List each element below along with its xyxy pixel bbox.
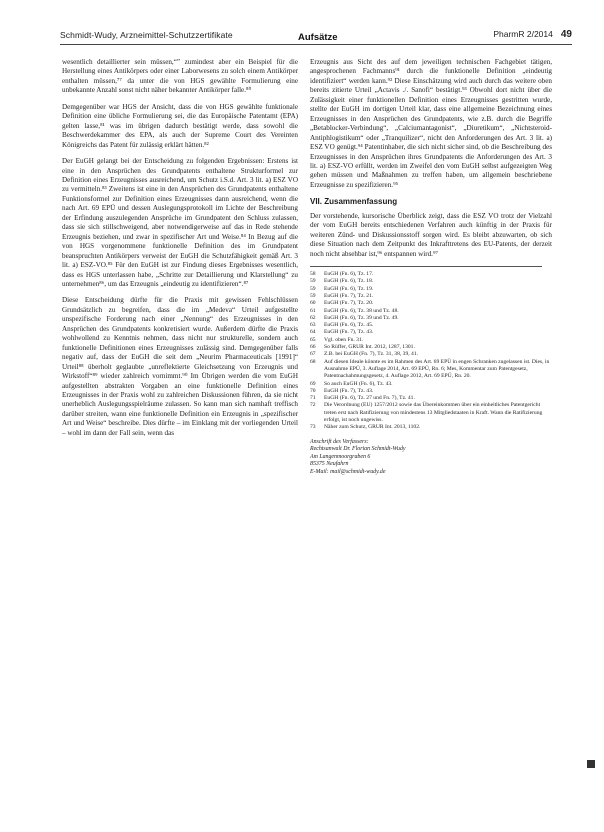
footnote xyxy=(310,329,552,336)
footnote xyxy=(310,286,552,293)
footnote-text: EuGH (Fn. 7), Tz. 21. xyxy=(324,292,374,299)
footnote-text: EuGH (Fn. 6), Tz. 27 und Fn. 7), Tz. 41. xyxy=(324,395,415,402)
footnote-number: 62 xyxy=(310,314,316,321)
journal-mark-icon xyxy=(587,760,595,768)
address-label: Anschrift des Verfassers: xyxy=(310,438,369,445)
footnote xyxy=(310,402,552,424)
footnote-number: 70 xyxy=(310,387,316,394)
paragraph: Der EuGH gelangt bei der Entscheidung zu folgenden Ergebnissen: Erstens ist eine in den Ansprüchen des Grundpatents enthaltene Strukturformel zur Definition eines Erzeugnisses ausreichend, um Schutz i.S.d. Art. 3 lit. a) ESZ VO zu vermitteln.⁸³ Zweitens ist eine in den Ansprüchen des Grundpatents enthaltene Funktionsformel zur Definition eines Erzeugnisses dann ausreichend, wenn die nach Art. 69 EPÜ und dessen Auslegungsprotokoll im Lichte der Beschreibung der Erfindung auszulegenden Ansprüche im Grundpatent den Schluss zulassen, dass sie sich stillschweigend, aber notwendigerweise auf das in Rede stehende Erzeugnis beziehen, und zwar in spezifischer Art und Weise.⁸⁴ In Bezug auf die von HGS vorgenommene funktionelle Definition des im Grundpatent beanspruchten Antikörpers verweist der EuGH die Schutzfähigkeit gemäß Art. 3 lit. a) ESZ-VO.⁸⁵ Für den EuGH ist zur Findung dieses Ergebnisses wesentlich, dass es HGS unterlassen habe, „Schritte zur Detaillierung und Klarstellung“ zu unternehmen⁸⁶, um das Erzeugnis „eindeutig zu identifizieren“.⁸⁷ xyxy=(62,157,298,288)
paragraph: Der vorstehende, kursorische Überblick zeigt, dass die ESZ VO trotz der Vielzahl der vom EuGH bereits entschiedenen Verfahren auch künftig in der Praxis für weiteren Zünd- und Diskussionsstoff sorgen wird. Es bleibt abzuwarten, ob sich diese Situation nach dem Zeitpunkt des Inkrafttretens des EU-Patents, der derzeit noch nicht absehbar ist,⁹⁶ entspannen wird.⁹⁷ xyxy=(310,211,552,258)
footnote-rule xyxy=(310,266,542,267)
footnote-number: 59 xyxy=(310,278,316,285)
left-column xyxy=(62,58,298,445)
footnote-number: 64 xyxy=(310,329,316,336)
footnote-text: EuGH (Fn. 6), Tz. 45. xyxy=(324,322,374,329)
address-line: Am Langenmoorgraben 6 xyxy=(310,453,371,460)
footnote-text: So Rüffer, GRUR Int. 2012, 1287, 1301. xyxy=(324,344,415,351)
address-email: E-Mail: mail@schmidt-wudy.de xyxy=(310,468,386,475)
footnote-text: EuGH (Fn. 6), Tz. 38 und Tz. 48. xyxy=(324,307,399,314)
section-heading: VII. Zusammenfassung xyxy=(310,197,398,207)
footnote-number: 68 xyxy=(310,358,316,365)
page-header xyxy=(60,30,572,54)
footnote-text: EuGH (Fn. 7), Tz. 43. xyxy=(324,387,374,394)
footnote-text: Auf diesen Ideale könnte es im Rahmen des Art. 69 EPÜ in engen Schranken zugelassen ist. Dies, in Ausnahme EPÜ, 3. Auflage 2014, Art. 69 EPÜ, Rn. 6; Mes, Kommentar zum Patentgesetz, Patentnachahmungsgesetz, 4. Auflage 2012, Art. 69 EPÜ, Rn. 20. xyxy=(324,358,550,380)
footnote-text: EuGH (Fn. 7), Tz. 43. xyxy=(324,329,374,336)
footnote-number: 67 xyxy=(310,351,316,358)
footnote-number: 59 xyxy=(310,292,316,299)
right-column xyxy=(310,58,552,477)
footnote-number: 66 xyxy=(310,344,316,351)
footnote-number: 63 xyxy=(310,322,316,329)
footnote-number: 72 xyxy=(310,402,316,409)
page-number: 49 xyxy=(560,29,572,40)
header-rule xyxy=(60,44,572,45)
footnote-number: 69 xyxy=(310,380,316,387)
footnote xyxy=(310,308,552,315)
footnote xyxy=(310,359,552,381)
footnote-number: 73 xyxy=(310,424,316,431)
footnote xyxy=(310,381,552,388)
footnote-number: 65 xyxy=(310,336,316,343)
footnote-text: Die Verordnung (EU) 1257/2012 sowie das Übereinkommen über ein einheitliches Patentgericht treten erst nach Ratifizierung von mindestens 13 Mitgliedstaaten in Kraft. Wann die Ratifizierung erfolgt, ist noch ungewiss. xyxy=(324,402,543,423)
footnote-text: EuGH (Fn. 6), Tz. 39 und Tz. 49. xyxy=(324,314,399,321)
footnote-text: EuGH (Fn. 6), Tz. 19. xyxy=(324,285,374,292)
footnote-number: 61 xyxy=(310,307,316,314)
address-line: 85375 Neufahrn xyxy=(310,461,349,468)
footnote-text: EuGH (Fn. 7), Tz. 20. xyxy=(324,300,374,307)
paragraph: Demgegenüber war HGS der Ansicht, dass die von HGS gewählte funktionale Definition eine übliche Formulierung sei, die das Europäische Patentamt (EPA) gelten lasse,⁸¹ was im übrigen dadurch bestätigt werde, dass sowohl die Beschwerdekammer des EPA, als auch der Supreme Court des Vereinten Königreichs das Patent für zulässig erklärt hätten.⁸² xyxy=(62,102,298,149)
footnote-text: Vgl. oben Fn. 31. xyxy=(324,336,364,343)
footnote-text: Näher zum Schutz, GRUR Int. 2013, 1102. xyxy=(324,424,421,431)
footnote-number: 59 xyxy=(310,285,316,292)
paragraph: wesentlich detaillierter sein müssen,“” zumindest aber ein Beispiel für die Herstellung eines Antikörpers oder einer Laborwesens zu solch einem Antikörper enthalten müssen,⁷⁷ da unter die von HGS gewählte Formulierung eine unbekannte Anzahl sonst nicht näher bekannter Antikörper falle.⁸⁰ xyxy=(62,58,298,95)
section-label: Aufsätze xyxy=(298,32,338,43)
footnote xyxy=(310,424,552,431)
footnote-number: 71 xyxy=(310,395,316,402)
address-line: Rechtsanwalt Dr. Florian Schmidt-Wudy xyxy=(310,446,406,453)
footnote xyxy=(310,278,552,285)
footnote xyxy=(310,388,552,395)
footnote xyxy=(310,351,552,358)
footnote-text: Z.B. bei EuGH (Fn. 7), Tz. 31, 38, 39, 41. xyxy=(324,351,419,358)
paragraph: Diese Entscheidung dürfte für die Praxis mit gewissen Fehlschlüssen Grundsätzlich zu begreifen, dass die im „Medeva“ Urteil aufgestellte unspezifische Forderung nach einer „Nennung“ des Erzeugnisses in den Ansprüchen des Grundpatents konkretisiert wurde. Außerdem dürfte die Praxis wohlwollend zu Kenntnis nehmen, dass nicht nur strukturelle, sondern auch funktionelle Definitionen eines Erzeugnisses zulässig sind. Demgegenüber falls negativ auf, dass der EuGH die seit dem „Neurim Pharmaceuticals [1991]“ Urteil⁸⁸ überholt geglaubte „unreflektierte Gleichsetzung von Erzeugnis und Wirkstoff“⁸⁹ wieder zahlreich vornimmt.⁹⁰ Im Übrigen werden die vom EuGH aufgestellten abstrakten Vorgaben an eine funktionelle Definition eines Erzeugnisses in der Praxis wohl zu zahlreichen Diskussionen führen, da sie nicht unerheblich Auslegungsspielräume zulassen. So kann man sich namhaft treffisch darüber streiten, wann eine funktionelle Definition ein Erzeugnis in „spezifischer Art und Weise“ beschreibe. Dies dürfte – im Einklang mit der vorliegenden Urteil – wohl im dann der Fall sein, wenn das xyxy=(62,296,298,437)
author-address xyxy=(310,439,552,477)
footnote xyxy=(310,300,552,307)
running-title: Schmidt-Wudy, Arzneimittel-Schutzzertifikate xyxy=(60,30,233,40)
footnote-text: EuGH (Fn. 6), Tz. 18. xyxy=(324,278,374,285)
footnote-text: So auch EuGH (Fn. 6), Tz. 43. xyxy=(324,380,393,387)
journal-issue: PharmR 2/2014 xyxy=(493,29,553,39)
footnote-text: EuGH (Fn. 6), Tz. 17. xyxy=(324,271,374,278)
journal-info xyxy=(493,29,572,40)
footnote xyxy=(310,337,552,344)
footnote-number: 58 xyxy=(310,271,316,278)
footnotes xyxy=(310,271,552,432)
footnote-number: 60 xyxy=(310,300,316,307)
paragraph: Erzeugnis aus Sicht des auf dem jeweiligen technischen Fachgebiet tätigen, angesprochenen Fachmanns⁹¹ durch die funktionelle Definition „eindeutig identifiziert“ werden kann.⁹² Diese Einschätzung wird auch durch das weitere oben bereits zitierte Urteil „Actavis ./. Sanofi“ bestätigt.⁹³ Obwohl dort nicht über die Zulässigkeit einer funktionellen Definition eines Erzeugnisses gestritten wurde, stellte der EuGH im dortigen Urteil klar, dass eine allgemeine Bezeichnung eines Erzeugnisses in den Ansprüchen des Grundpatents, wie z.B. durch die Begriffe „Betablocker-Verbindung“, „Calciumantagonist“, „Diuretikum“, „Nichtsteroid-Antiphlogistikum“ oder „Tranquilizer“, nicht den Anforderungen des Art. 3 lit. a) ESZ VO genügt.⁹⁴ Patentinhaber, die sich nicht sicher sind, ob die Beschreibung des Erzeugnisses in den Ansprüchen ihres Grundpatents die Anforderungen des Art. 3 lit. a) ESZ-VO erfüllt, werden im Zweifel den vom EuGH selbst aufgezeigten Weg gehen müssen und Maßnahmen zu treffen haben, um allgemein beschriebene Erzeugnisse zu spezifizieren.⁹⁵ xyxy=(310,58,552,189)
